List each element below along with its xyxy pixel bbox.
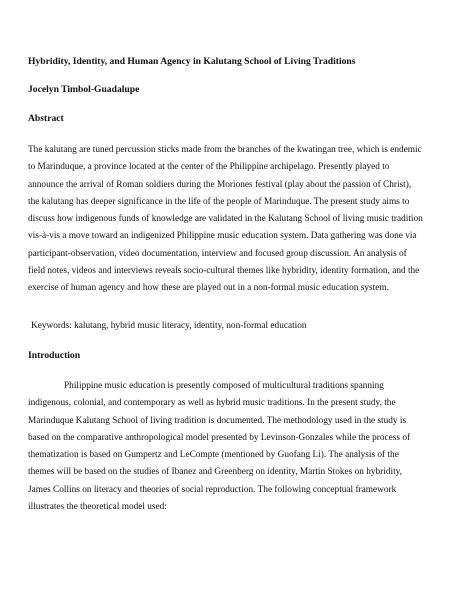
introduction-line: James Collins on literacy and theories of social reproduction. The following conceptual framework [28, 484, 397, 495]
abstract-line: discuss how indigenous funds of knowledge are validated in the Kalutang School of living music tradition [28, 214, 423, 225]
introduction-line: illustrates the theoretical model used: [28, 502, 167, 513]
introduction-line: themes will be based on the studies of Ibanez and Greenberg on identity, Martin Stokes on hybridity, [28, 467, 403, 478]
paper-title: Hybridity, Identity, and Human Agency in Kalutang School of Living Traditions [28, 56, 356, 67]
introduction-heading: Introduction [28, 350, 81, 361]
abstract-line: announce the arrival of Roman soldiers during the Moriones festival (play about the passion of Christ), [28, 179, 412, 190]
introduction-line: Philippine music education is presently composed of multicultural traditions spanning [64, 381, 384, 391]
introduction-line: Marinduque Kalutang School of living tradition is documented. The methodology used in the study is [28, 415, 407, 426]
abstract-line: exercise of human agency and how these are played out in a non-formal music education system. [28, 283, 389, 294]
introduction-line: based on the comparative anthropological model presented by Levinson-Gonzales while the process of [28, 432, 411, 443]
abstract-line: to Marinduque, a province located at the center of the Philippine archipelago. Presently played to [28, 162, 390, 173]
abstract-line: the kalutang has deeper significance in the life of the people of Marinduque. The present study aims to [28, 196, 410, 207]
introduction-line: thematization is based on Gumpertz and LeCompte (mentioned by Guofang Li). The analysis of the [28, 450, 399, 461]
introduction-line: indigenous, colonial, and contemporary as well as hybrid music traditions. In the present study, the [28, 398, 396, 409]
introduction-paragraph [28, 378, 448, 516]
abstract-line: field notes, videos and interviews reveals socio-cultural themes like hybridity, identity formation, and the [28, 266, 420, 277]
author-name: Jocelyn Timbol-Guadalupe [28, 84, 140, 95]
keywords-line: Keywords: kalutang, hybrid music literacy, identity, non-formal education [31, 321, 307, 331]
abstract-line: vis-à-vis a move toward an indigenized Philippine music education system. Data gathering was done via [28, 231, 417, 242]
abstract-line: The kalutang are tuned percussion sticks made from the branches of the kwatingan tree, which is endemic [28, 145, 422, 155]
abstract-line: participant-observation, video documentation, interview and focused group discussion. An analysis of [28, 248, 407, 259]
abstract-heading: Abstract [28, 113, 64, 124]
abstract-paragraph [28, 142, 448, 298]
